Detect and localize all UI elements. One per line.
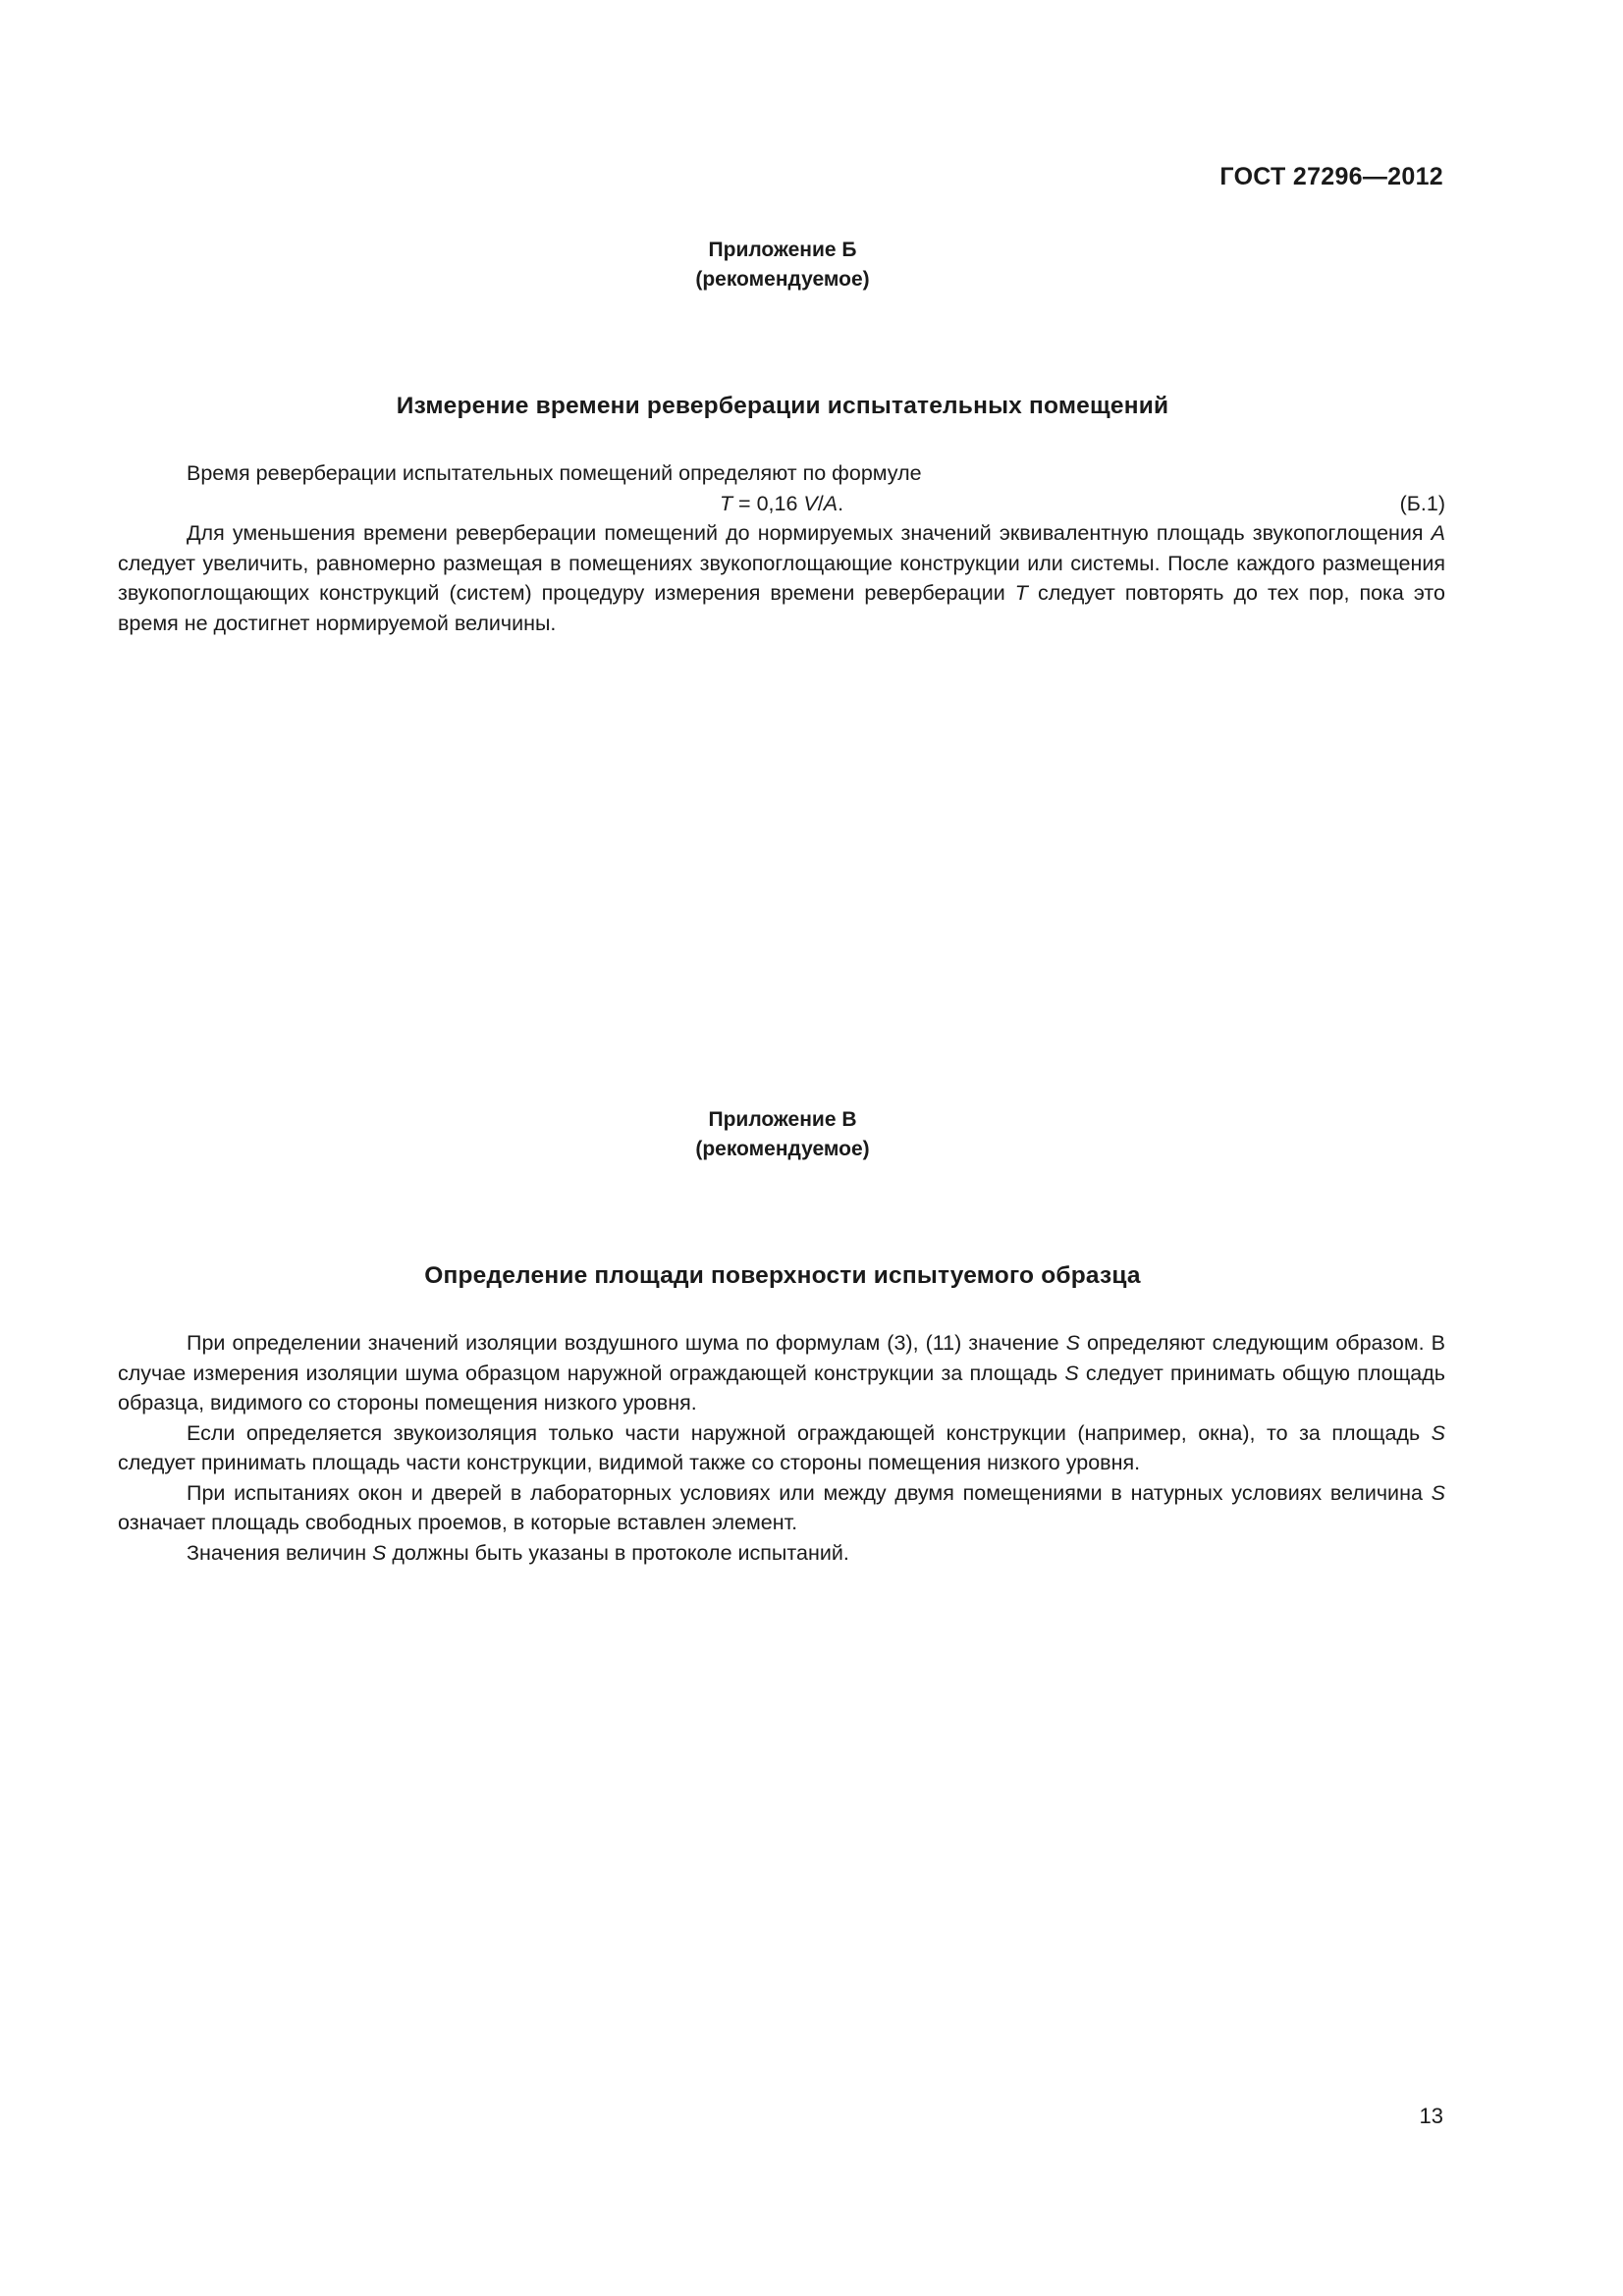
formula-var-a: A xyxy=(823,491,839,515)
formula-row xyxy=(118,489,1445,519)
appendix-b-intro: Время реверберации испытательных помещений определяют по формуле xyxy=(187,461,922,485)
appendix-v-heading xyxy=(0,1105,1565,1164)
text-run: При испытаниях окон и дверей в лабораторных условиях или между двумя помещениями в натурных условиях величина xyxy=(187,1480,1432,1505)
text-run: определяют следующим образом. В случае измерения изоляции шума образцом наружной ограждающей конструкции за площадь xyxy=(118,1331,1445,1385)
text-run: следует принимать общую площадь образца, видимого со стороны помещения низкого уровня. xyxy=(118,1361,1445,1415)
text-run: Значения величин xyxy=(187,1540,373,1565)
variable-s: S xyxy=(1431,1480,1445,1505)
appendix-v-paragraph-2 xyxy=(118,1418,1445,1478)
appendix-v-status: (рекомендуемое) xyxy=(695,1138,870,1160)
text-run: При определении значений изоляции воздушного шума по формулам (3), (11) значение xyxy=(187,1331,1066,1355)
appendix-b-section-title: Измерение времени реверберации испытательных помещений xyxy=(396,393,1169,419)
appendix-v-paragraph-3 xyxy=(118,1478,1445,1538)
formula-slash: / xyxy=(817,491,824,515)
appendix-v-section-title: Определение площади поверхности испытуемого образца xyxy=(424,1262,1141,1289)
appendix-b-heading xyxy=(0,236,1565,294)
appendix-v-paragraph-1 xyxy=(118,1328,1445,1418)
page-number: 13 xyxy=(1419,2104,1443,2128)
appendix-v-title: Приложение В xyxy=(708,1108,857,1131)
text-run: должны быть указаны в протоколе испытаний. xyxy=(386,1540,849,1565)
document-id: ГОСТ 27296—2012 xyxy=(1219,163,1443,190)
formula-var-v: V xyxy=(803,491,818,515)
variable-a: A xyxy=(1431,521,1445,545)
formula-dot: . xyxy=(838,491,844,515)
text-run: следует принимать площадь части конструкции, видимой также со стороны помещения низкого уровня. xyxy=(118,1451,1141,1474)
appendix-v-paragraph-4 xyxy=(118,1538,1445,1569)
variable-s: S xyxy=(1065,1331,1080,1355)
text-run: Если определяется звукоизоляция только части наружной ограждающей конструкции (например, окна), то за площадь xyxy=(187,1420,1432,1445)
appendix-b-title: Приложение Б xyxy=(708,239,857,261)
appendix-b-paragraph xyxy=(118,518,1445,638)
formula-var-t: T xyxy=(719,491,733,515)
appendix-v-body xyxy=(118,1328,1445,1568)
formula xyxy=(118,489,1445,519)
text-run: означает площадь свободных проемов, в которые вставлен элемент. xyxy=(118,1511,798,1534)
formula-eq: = 0,16 xyxy=(732,491,804,515)
appendix-b-status: (рекомендуемое) xyxy=(695,268,870,291)
variable-t: T xyxy=(1014,581,1028,605)
variable-s: S xyxy=(1064,1361,1079,1385)
text-run: следует увеличить, равномерно размещая в помещениях звукопоглощающие конструкции или системы. После каждого размещения звукопоглощающих конструкций (систем) процедуру измерения времени реверберации xyxy=(118,551,1445,605)
appendix-b-body xyxy=(118,458,1445,638)
variable-s: S xyxy=(372,1540,387,1565)
text-run: следует повторять до тех пор, пока это время не достигнет нормируемой величины. xyxy=(118,581,1445,635)
formula-number: (Б.1) xyxy=(1399,491,1445,515)
text-run: Для уменьшения времени реверберации помещений до нормируемых значений эквивалентную площадь звукопоглощения xyxy=(187,521,1432,545)
variable-s: S xyxy=(1431,1420,1445,1445)
